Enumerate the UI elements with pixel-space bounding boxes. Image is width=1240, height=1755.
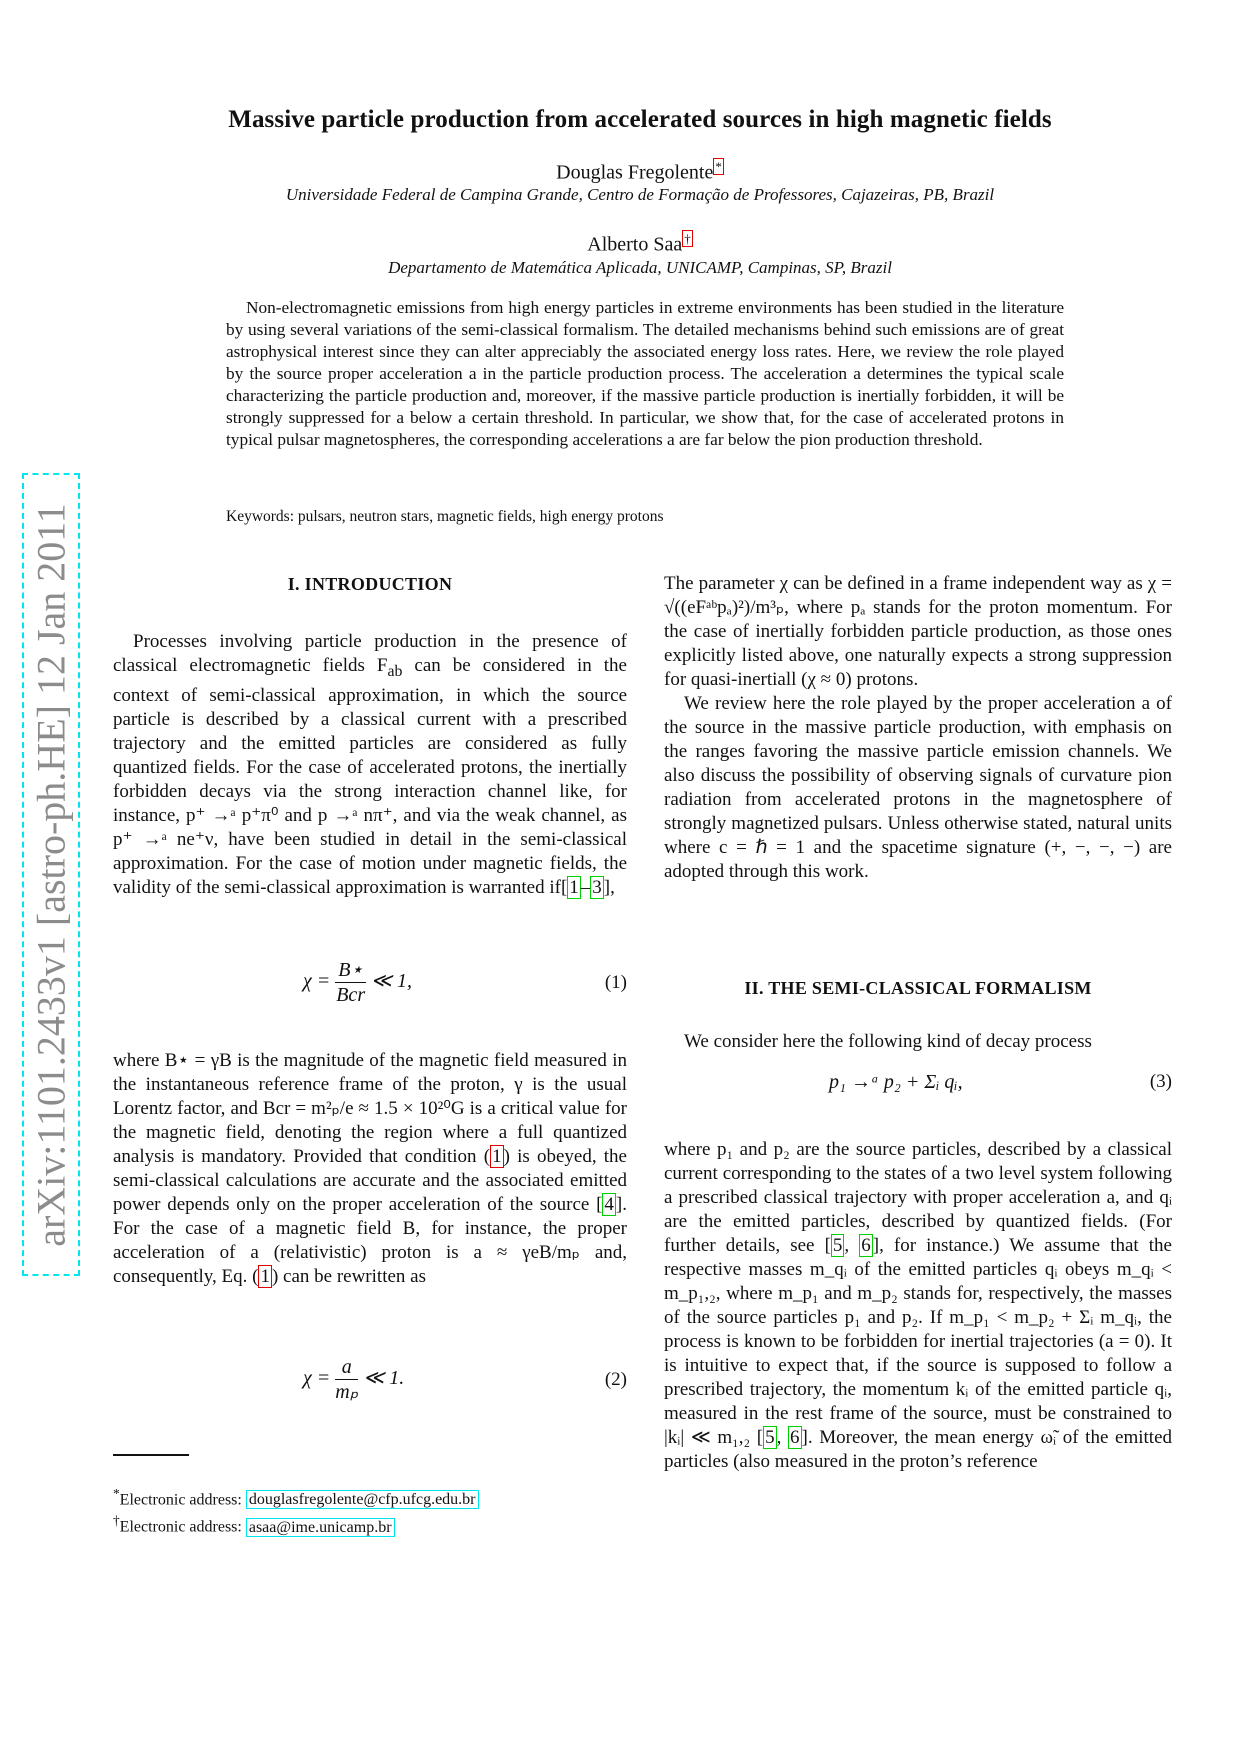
intro-paragraph-3: The parameter χ can be defined in a frame independent way as χ = √((eFᵃᵇpₐ)²)/m³ₚ, where pₐ stands for the proton momentum. For the case of inertially forbidden particle production, as those ones explicitly listed above, one naturally expects a strong suppression for quasi-inertiall (χ ≈ 0) protons. (664, 573, 1172, 690)
author-2-name: Alberto Saa (587, 233, 683, 256)
footnote-link-1[interactable]: * (715, 159, 722, 174)
equation-3 (664, 1063, 1172, 1113)
equation-ref-link[interactable]: 1 (492, 1146, 502, 1167)
formalism-text: where p₁ and p₂ are the source particles, described by a classical current corresponding to the states of a two level system following a prescribed classical trajectory with proper acceleration a, and qᵢ are the emitted particles, described by quantized fields. (For further details, see [ (664, 1139, 1172, 1256)
abstract: Non-electromagnetic emissions from high energy particles in extreme environments has been studied in the literature by using several variations of the semi-classical formalism. The detailed mechanisms behind such emissions are of great astrophysical interest since they can alter appreciably the associated energy loss rates. Here, we review the role played by the source proper acceleration a in the particle production process. The acceleration a determines the typical scale characterizing the particle production and, moreover, if the massive particle production is inertially forbidden, it will be strongly suppressed for a below a certain threshold. In particular, we show that, for the case of accelerated protons in typical pulsar magnetospheres, the corresponding accelerations a are far below the pion production threshold. (226, 298, 1064, 449)
eq-rhs: ≪ 1. (358, 1367, 405, 1390)
intro-text: ], (603, 876, 615, 898)
citation-range-dash: – (580, 876, 591, 898)
denominator: Bcr (336, 984, 366, 1006)
equation-2 (113, 1355, 627, 1415)
intro-text: can be considered in the context of semi-classical approximation, in which the source particle is described by a classical current with a prescribed trajectory and the emitted particles are considered as fully quantized fields. For the case of accelerated protons, the inertially forbidden decays via the strong interaction channel like, for instance, p⁺ →ᵃ p⁺π⁰ and p →ᵃ nπ⁺, and via the weak channel, as p⁺ →ᵃ ne⁺ν, have been studied in detail in the semi-classical approximation. For the case of motion under magnetic fields, the validity of the semi-classical approximation is warranted if[ (113, 655, 627, 898)
formalism-text: ], for instance.) We assume that the respective masses m_qᵢ of the emitted particles qᵢ obeys m_qᵢ < m_p₁,₂, where m_p₁ and m_p₂ stands for, respectively, the masses of the source particles p₁ and p₂. If m_p₁ < m_p₂ + Σᵢ m_qᵢ, the process is known to be forbidden for inertial trajectories (a = 0). It is intuitive to expect that, if the source is supposed to follow a prescribed trajectory, the momentum kᵢ of the emitted particle qᵢ, measured in the rest frame of the source, must be constrained to |kᵢ| ≪ m₁,₂ [ (664, 1235, 1172, 1448)
equation-1 (113, 958, 627, 1018)
author-2 (100, 232, 1180, 257)
citation-link[interactable]: 6 (861, 1235, 871, 1256)
equation-number-1: (1) (604, 972, 627, 993)
footnote-rule (113, 1454, 189, 1456)
eq-lhs: χ = (303, 970, 336, 993)
email-link-2[interactable]: asaa@ime.unicamp.br (246, 1518, 395, 1537)
intro-paragraph-2 (113, 1049, 627, 1289)
denominator: mₚ (335, 1381, 359, 1403)
footnotes (113, 1483, 479, 1538)
formalism-text: ]. Moreover, the mean energy ω̃ᵢ of the emitted particles (also measured in the proton’s reference (664, 1427, 1173, 1472)
citation-link[interactable]: 5 (765, 1427, 775, 1448)
eq-rhs: ≪ 1, (366, 970, 412, 993)
equation-number-2: (2) (604, 1369, 627, 1390)
footnote-label: Electronic address: (119, 1518, 246, 1536)
intro-text: ) is obeyed, the semi-classical calculations are accurate and the associated emitted power depends only on the proper acceleration of the source [ (113, 1146, 627, 1215)
arxiv-stamp-text: arXiv:1101.2433v1 [astro-ph.HE] 12 Jan 2011 (28, 502, 74, 1247)
citation-link[interactable]: 6 (790, 1427, 800, 1448)
intro-text: ]. For the case of a magnetic field B, for instance, the proper acceleration of a (relativistic) proton is a ≈ γeB/mₚ and, consequently, Eq. ( (113, 1194, 627, 1287)
intro-text: Processes involving particle production in the presence of classical electromagnetic fields F (113, 631, 627, 676)
citation-link[interactable]: 3 (592, 876, 602, 898)
footnote-1 (113, 1483, 479, 1510)
affiliation-1: Universidade Federal de Campina Grande, Centro de Formação de Professores, Cajazeiras, PB, Brazil (285, 185, 995, 204)
keywords: Keywords: pulsars, neutron stars, magnetic fields, high energy protons (226, 508, 664, 525)
formalism-text: We consider here the following kind of decay process (684, 1031, 1092, 1052)
section-heading-introduction: I. INTRODUCTION (287, 574, 453, 594)
author-1 (100, 160, 1180, 185)
subscript: ab (387, 662, 403, 680)
arxiv-stamp[interactable] (22, 473, 80, 1276)
intro-text: ) can be rewritten as (271, 1266, 426, 1287)
fraction (335, 1355, 358, 1404)
citation-link[interactable]: 1 (569, 876, 579, 898)
numerator: a (335, 1355, 358, 1380)
eq3-expression: p₁ →ᵃ p₂ + Σᵢ qᵢ, (829, 1071, 963, 1093)
citation-link[interactable]: 5 (832, 1235, 843, 1256)
eq-lhs: χ = (303, 1367, 336, 1390)
footnote-label: Electronic address: (119, 1491, 246, 1509)
footnote-link-2[interactable]: † (684, 231, 691, 246)
formalism-paragraph-1 (664, 1030, 1172, 1054)
footnote-mark: * (113, 1486, 120, 1501)
intro-paragraph-1 (113, 630, 627, 900)
email-link-1[interactable]: douglasfregolente@cfp.ufcg.edu.br (246, 1490, 479, 1509)
footnote-mark: † (113, 1513, 120, 1529)
section-heading-formalism: II. THE SEMI-CLASSICAL FORMALISM (744, 978, 1092, 998)
intro-paragraph-4: We review here the role played by the proper acceleration a of the source in the massive particle production, with emphasis on the ranges favoring the massive particle emission channels. We also discuss the possibility of observing signals of curvature pion radiation from accelerated protons in the magnetosphere of strongly magnetized pulsars. Unless otherwise stated, natural units where c = ℏ = 1 and the spacetime signature (+, −, −, −) are adopted through this work. (664, 693, 1172, 882)
intro-continued (664, 572, 1172, 884)
intro-text: where B⋆ = γB is the magnitude of the magnetic field measured in the instantaneous reference frame of the proton, γ is the usual Lorentz factor, and Bcr = m²ₚ/e ≈ 1.5 × 10²⁰G is a critical value for the magnetic field, denoting the region where a full quantized analysis is mandatory. Provided that condition ( (113, 1050, 627, 1167)
affiliation-2: Departamento de Matemática Aplicada, UNICAMP, Campinas, SP, Brazil (388, 258, 892, 277)
formalism-paragraph-2: where p₁ and p₂ are the source particles, described by a classical current corresponding to the states of a two level system following a prescribed classical trajectory with proper acceleration a, and qᵢ are the emitted particles, described by quantized fields. (For further details, see [ 5 , 6 ], for instance.) We assume that the respective masses m_qᵢ of the emitted particles qᵢ obeys m_qᵢ < m_p₁,₂, where m_p₁ and m_p₂ stands for, respectively, the masses of the source particles p₁ and p₂. If m_p₁ < m_p₂ + Σᵢ m_qᵢ, the process is known to be forbidden for inertial trajectories (a = 0). It is intuitive to expect that, if the source is supposed to follow a prescribed trajectory, the momentum kᵢ of the emitted particle qᵢ, measured in the rest frame of the source, must be constrained to |kᵢ| ≪ m₁,₂ [ 5 , 6 ]. Moreover, the mean energy ω̃ᵢ of the emitted particles (also measured in the proton’s reference (664, 1139, 1173, 1472)
author-1-name: Douglas Fregolente (556, 161, 714, 184)
fraction (335, 958, 366, 1007)
numerator: B⋆ (335, 958, 366, 983)
equation-number-3: (3) (1149, 1071, 1172, 1092)
footnote-2 (113, 1510, 479, 1537)
equation-ref-link[interactable]: 1 (260, 1266, 270, 1287)
citation-link[interactable]: 4 (604, 1194, 614, 1215)
paper-title: Massive particle production from accelerated sources in high magnetic fields (228, 106, 1052, 133)
